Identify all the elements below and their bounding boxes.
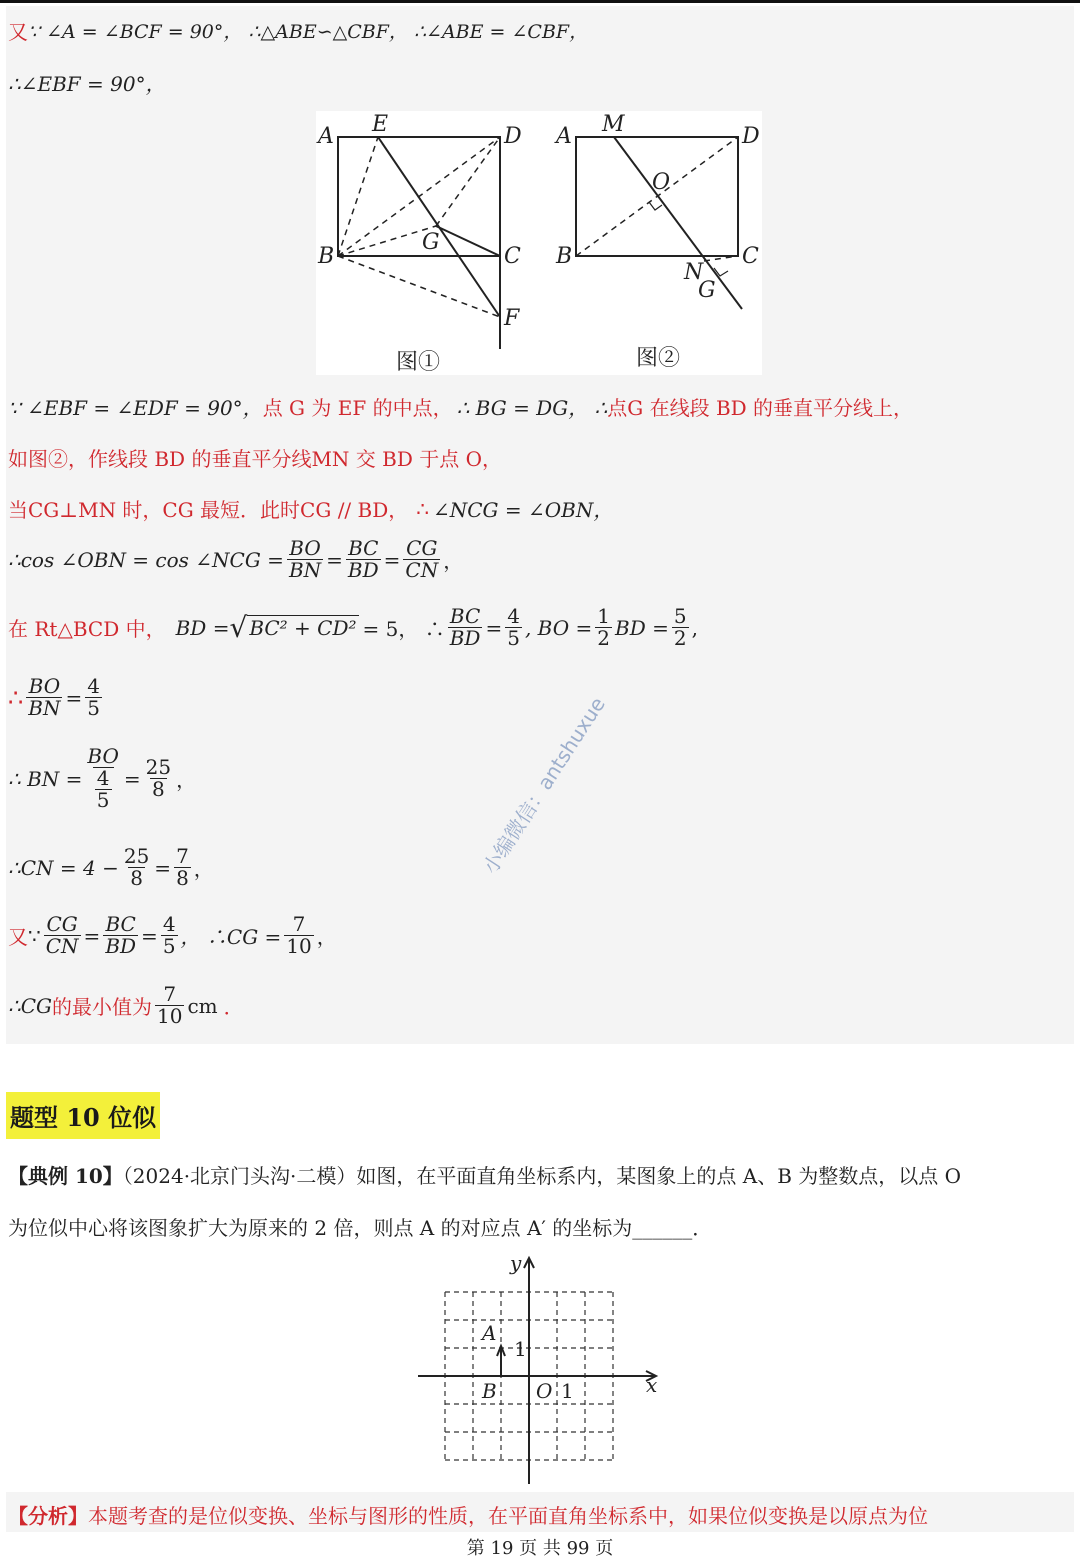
fraction: $\frac{4}{5}$ [87, 674, 100, 720]
text: ∵ ∠A = ∠BCF = 90°， ∴△ABE∽△CBF， ∴∠ABE = ∠CBF， [28, 21, 589, 43]
solution-line-12 [8, 984, 244, 1027]
analysis-tag: 【分析】 [8, 1504, 88, 1528]
fraction: $\frac{CG}{CN}$ [45, 912, 79, 958]
text: ∴cos ∠OBN = cos ∠NCG = [8, 547, 284, 572]
label-G: G [422, 230, 440, 255]
solution-line-11 [8, 914, 337, 957]
text: , [691, 615, 698, 640]
text: 的最小值为 [52, 995, 153, 1019]
geometry-figures [316, 111, 762, 375]
text: ， [193, 857, 214, 881]
solution-line-4 [8, 443, 502, 472]
text: BC² + CD² [249, 616, 357, 640]
axis-y-label: y [510, 1252, 522, 1275]
text: = [83, 923, 101, 948]
text: BD = [615, 615, 669, 640]
text: ， ∴CG = [180, 925, 282, 949]
fraction: $\frac{25}{8}$ [123, 844, 150, 890]
figure1-caption: 图① [396, 350, 441, 375]
fraction: $\frac{7}{10}$ [286, 912, 312, 958]
fraction: $\frac{BC}{BD}$ [449, 604, 481, 650]
radical-sign: √ [229, 610, 248, 644]
watermark: 小编微信：antshuxue [477, 692, 610, 878]
label-M: M [602, 112, 625, 137]
text: 当CG⊥MN 时，CG 最短．此时CG // BD， [8, 498, 409, 522]
section-heading: 题型 10 位似 [6, 1092, 160, 1139]
coordinate-graph [410, 1252, 670, 1486]
text: 点 G 为 EF 的中点， [262, 396, 453, 420]
text: = [383, 547, 401, 572]
text: ， [176, 768, 197, 792]
text: ． [223, 995, 244, 1019]
fraction: BO 4 5 [87, 744, 119, 812]
solution-line-1 [8, 16, 588, 45]
label-A2: A [556, 124, 572, 149]
text: ， [443, 549, 464, 573]
text: 又 [8, 925, 28, 949]
fraction: $\frac{4}{5}$ [162, 912, 176, 958]
text: = [141, 923, 158, 948]
page-footer: 第 19 页 共 99 页 [466, 1538, 614, 1559]
text: ∠NCG = ∠OBN， [433, 498, 614, 522]
figure2-caption: 图② [636, 346, 681, 371]
label-B2: B [556, 244, 573, 269]
solution-line-8 [8, 676, 105, 719]
text: ∴ [416, 496, 429, 521]
label-G2: G [698, 278, 716, 303]
fraction: $\frac{1}{2}$ [597, 604, 610, 650]
label-B: B [318, 244, 335, 269]
text: ∴ BG = DG， ∴ [456, 396, 608, 420]
fraction: $\frac{BO}{BN}$ [28, 674, 61, 720]
text: = [326, 547, 343, 572]
fraction: $\frac{25}{8}$ [145, 755, 172, 801]
text: ∴ BN = [8, 766, 83, 791]
label-D: D [504, 124, 522, 149]
top-rule [0, 0, 1080, 3]
text: ∴ [8, 683, 24, 712]
fraction: $\frac{4}{5}$ [507, 604, 520, 650]
label-N: N [684, 260, 704, 285]
point-A-label: A [482, 1321, 497, 1345]
fraction: $\frac{CG}{CN}$ [405, 536, 439, 582]
solution-line-6 [8, 538, 463, 581]
text: （2024·北京门头沟·二模）如图，在平面直角坐标系内，某图象上的点 A、B 为整数点，以点 O [122, 1164, 962, 1188]
label-C: C [504, 244, 521, 269]
text: ∴CG [8, 993, 53, 1018]
example-tag: 【典例 10】 [8, 1164, 123, 1188]
fraction: $\frac{BC}{BD}$ [105, 912, 137, 958]
text: BD = [175, 615, 230, 640]
example-line-2 [8, 1212, 712, 1241]
text: 本题考查的是位似变换、坐标与图形的性质，在平面直角坐标系中，如果位似变换是以原点为位 [88, 1504, 928, 1528]
point-B-label: B [482, 1379, 497, 1403]
solution-line-7 [8, 606, 698, 649]
text: cm [187, 993, 218, 1018]
text: , BO = [524, 615, 593, 640]
text: ∴∠EBF = 90°， [8, 72, 166, 96]
text: 如图②，作线段 BD 的垂直平分线MN 交 BD 于点 O， [8, 447, 502, 471]
fraction: $\frac{BO}{BN}$ [288, 536, 322, 582]
text: = 5， ∴ [362, 617, 445, 641]
fraction: $\frac{7}{10}$ [157, 982, 183, 1028]
tick-y-1: 1 [514, 1337, 527, 1361]
label-D2: D [742, 124, 760, 149]
tick-x-1: 1 [561, 1379, 574, 1403]
text: = [154, 855, 172, 880]
text: 点G 在线段 BD 的垂直平分线上， [607, 396, 914, 420]
label-C2: C [742, 244, 759, 269]
text: 在 Rt△BCD 中， [8, 617, 166, 641]
label-O: O [652, 170, 671, 195]
label-F: F [504, 306, 520, 331]
text: ∵ ∠EBF = ∠EDF = 90°， [8, 396, 263, 420]
text: ∴CN = 4 − [8, 855, 119, 880]
solution-line-9 [8, 746, 196, 811]
fraction: $\frac{5}{2}$ [673, 604, 687, 650]
label-E: E [372, 112, 389, 137]
fraction: $\frac{7}{8}$ [176, 844, 189, 890]
fraction: $\frac{BC}{BD}$ [347, 536, 379, 582]
text: = [65, 685, 83, 710]
solution-line-2 [8, 68, 166, 97]
analysis-line [8, 1500, 928, 1529]
text: ∵ [28, 923, 41, 948]
text: 为位似中心将该图象扩大为原来的 2 倍，则点 A 的对应点 A′ 的坐标为______． [8, 1216, 713, 1240]
origin-label: O [536, 1379, 553, 1403]
text: 又 [8, 20, 28, 44]
solution-line-10 [8, 846, 214, 889]
solution-line-3 [8, 392, 913, 421]
axis-x-label: x [646, 1373, 658, 1397]
text: ， [316, 925, 337, 949]
text: = [123, 766, 141, 791]
example-line-1 [8, 1160, 961, 1189]
text: = [485, 615, 503, 640]
label-A: A [318, 124, 334, 149]
solution-line-5 [8, 494, 613, 523]
